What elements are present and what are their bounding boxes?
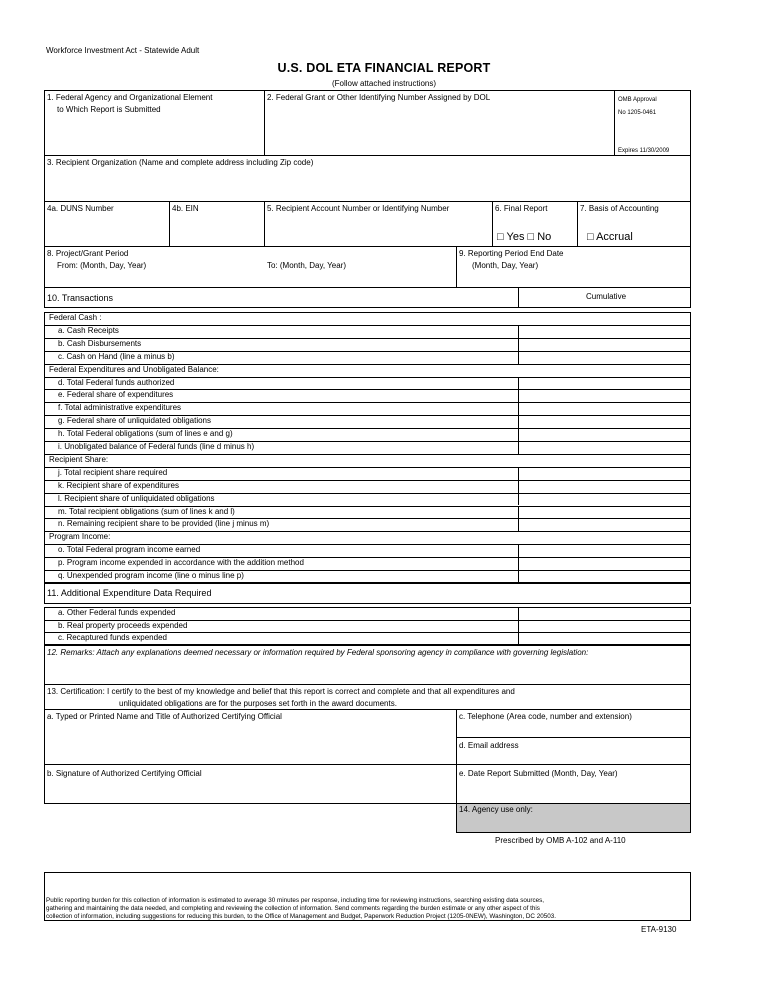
additional-label: 11. Additional Expenditure Data Required — [47, 588, 212, 598]
certifier-name-label: a. Typed or Printed Name and Title of Authorized Certifying Official — [47, 712, 282, 721]
accrual-checkbox[interactable]: □ Accrual — [587, 231, 633, 243]
final-report-checkboxes[interactable]: □ Yes □ No — [497, 231, 552, 243]
transaction-row-label: o. Total Federal program income earned — [58, 545, 201, 555]
transaction-row-label: d. Total Federal funds authorized — [58, 377, 175, 387]
transaction-cumulative-input[interactable] — [519, 442, 689, 453]
additional-row-label: b. Real property proceeds expended — [58, 620, 188, 630]
transaction-row-label: j. Total recipient share required — [58, 467, 168, 477]
report-title: U.S. DOL ETA FINANCIAL REPORT — [277, 61, 491, 75]
section-heading: Federal Cash : — [49, 313, 102, 322]
field-3-input[interactable] — [46, 170, 689, 200]
certification-line1: 13. Certification: I certify to the best of my knowledge and belief that this report is correct and complete and that all expenditures and — [47, 687, 515, 696]
field-1-label: 1. Federal Agency and Organizational Element — [47, 93, 213, 102]
period-to-label: To: (Month, Day, Year) — [267, 261, 346, 270]
agency-use-label: 14. Agency use only: — [459, 805, 533, 814]
transaction-row-label: f. Total administrative expenditures — [58, 403, 182, 413]
field-2-input[interactable] — [266, 104, 612, 154]
cumulative-label: Cumulative — [586, 292, 627, 301]
period-from-label: From: (Month, Day, Year) — [57, 261, 147, 270]
transaction-cumulative-input[interactable] — [519, 545, 689, 556]
field-1-label-b: to Which Report is Submitted — [57, 105, 161, 114]
additional-row-label: c. Recaptured funds expended — [58, 633, 167, 643]
report-subtitle: (Follow attached instructions) — [331, 79, 437, 88]
burden-line2: gathering and maintaining the data needed, and completing and reviewing the collection of information. Send comments regarding the burden estimate or any other aspect of this — [46, 905, 540, 912]
transaction-cumulative-input[interactable] — [519, 481, 689, 492]
final-report-label: 6. Final Report — [495, 204, 548, 213]
expires-date: Expires 11/30/2009 — [618, 148, 670, 154]
transaction-cumulative-input[interactable] — [519, 571, 689, 582]
burden-line3: collection of information, including suggestions for reducing this burden, to the Office of Management and Budget, Paperwork Reduction Project (1205-0NEW), Washington, DC 20503. — [46, 913, 556, 920]
burden-line1: Public reporting burden for this collection of information is estimated to average 30 minutes per response, including time for reviewing instructions, searching existing data sources, — [46, 897, 545, 904]
certifier-name-input[interactable] — [46, 724, 454, 762]
date-submitted-input[interactable] — [458, 780, 689, 801]
transaction-cumulative-input[interactable] — [519, 352, 689, 363]
transaction-row-label: a. Cash Receipts — [58, 325, 119, 335]
email-label: d. Email address — [459, 741, 519, 750]
transaction-cumulative-input[interactable] — [519, 429, 689, 440]
phone-label: c. Telephone (Area code, number and extension) — [459, 712, 632, 721]
transaction-cumulative-input[interactable] — [519, 339, 689, 350]
signature-label: b. Signature of Authorized Certifying Official — [47, 769, 202, 778]
section-heading: Program Income: — [49, 532, 111, 542]
signature-input[interactable] — [46, 780, 454, 802]
period-end-label-b: (Month, Day, Year) — [472, 261, 539, 270]
omb-approval: OMB Approval — [618, 97, 657, 103]
transaction-row-label: b. Cash Disbursements — [58, 338, 142, 348]
transaction-row-label: n. Remaining recipient share to be provided (line j minus m) — [58, 519, 270, 529]
additional-amount-input[interactable] — [519, 621, 689, 632]
transaction-cumulative-input[interactable] — [519, 519, 689, 530]
email-input[interactable] — [458, 751, 689, 763]
transaction-row-label: m. Total recipient obligations (sum of lines k and l) — [58, 506, 235, 516]
transaction-row-label: q. Unexpended program income (line o minus line p) — [58, 571, 244, 580]
omb-number: No 1205-0461 — [618, 110, 657, 116]
transaction-cumulative-input[interactable] — [519, 403, 689, 414]
transaction-cumulative-input[interactable] — [519, 494, 689, 505]
transaction-row-label: l. Recipient share of unliquidated obligations — [58, 493, 215, 503]
transaction-cumulative-input[interactable] — [519, 326, 689, 337]
section-heading: Recipient Share: — [49, 454, 109, 464]
section-heading: Federal Expenditures and Unobligated Balance: — [49, 364, 219, 374]
period-end-label: 9. Reporting Period End Date — [459, 249, 564, 258]
prescribed-text: Prescribed by OMB A-102 and A-110 — [495, 836, 626, 845]
ein-label: 4b. EIN — [172, 204, 199, 213]
project-period-label: 8. Project/Grant Period — [47, 249, 129, 258]
account-label: 5. Recipient Account Number or Identifying Number — [267, 204, 450, 213]
duns-label: 4a. DUNS Number — [47, 204, 114, 213]
date-submitted-label: e. Date Report Submitted (Month, Day, Year) — [459, 769, 618, 778]
additional-amount-input[interactable] — [519, 633, 689, 644]
transaction-cumulative-input[interactable] — [519, 507, 689, 518]
remarks-input[interactable] — [46, 660, 689, 683]
transaction-row-label: h. Total Federal obligations (sum of lines e and g) — [58, 429, 233, 439]
remarks-label: 12. Remarks: Attach any explanations deemed necessary or information required by Federal sponsoring agency in compliance with governing legislation: — [47, 648, 589, 657]
additional-amount-input[interactable] — [519, 608, 689, 619]
phone-input[interactable] — [458, 723, 689, 736]
transaction-cumulative-input[interactable] — [519, 390, 689, 401]
additional-row-label: a. Other Federal funds expended — [58, 608, 176, 617]
transaction-cumulative-input[interactable] — [519, 468, 689, 479]
certification-line2: unliquidated obligations are for the purposes set forth in the award documents. — [119, 699, 397, 708]
transaction-cumulative-input[interactable] — [519, 378, 689, 389]
form-number: ETA-9130 — [641, 925, 677, 934]
transaction-row-label: g. Federal share of unliquidated obligations — [58, 416, 211, 426]
transaction-cumulative-input[interactable] — [519, 558, 689, 569]
transactions-label: 10. Transactions — [47, 293, 114, 303]
transaction-row-label: i. Unobligated balance of Federal funds (line d minus h) — [58, 442, 255, 451]
field-1-input[interactable] — [46, 116, 262, 154]
transaction-cumulative-input[interactable] — [519, 416, 689, 427]
program-name: Workforce Investment Act - Statewide Adult — [46, 46, 200, 55]
transaction-row-label: p. Program income expended in accordance with the addition method — [58, 558, 304, 568]
transaction-row-label: c. Cash on Hand (line a minus b) — [58, 351, 175, 361]
transaction-row-label: k. Recipient share of expenditures — [58, 480, 179, 490]
field-2-label: 2. Federal Grant or Other Identifying Number Assigned by DOL — [267, 93, 491, 102]
transaction-row-label: e. Federal share of expenditures — [58, 390, 174, 400]
basis-label: 7. Basis of Accounting — [580, 204, 659, 213]
field-3-label: 3. Recipient Organization (Name and complete address including Zip code) — [47, 158, 314, 167]
